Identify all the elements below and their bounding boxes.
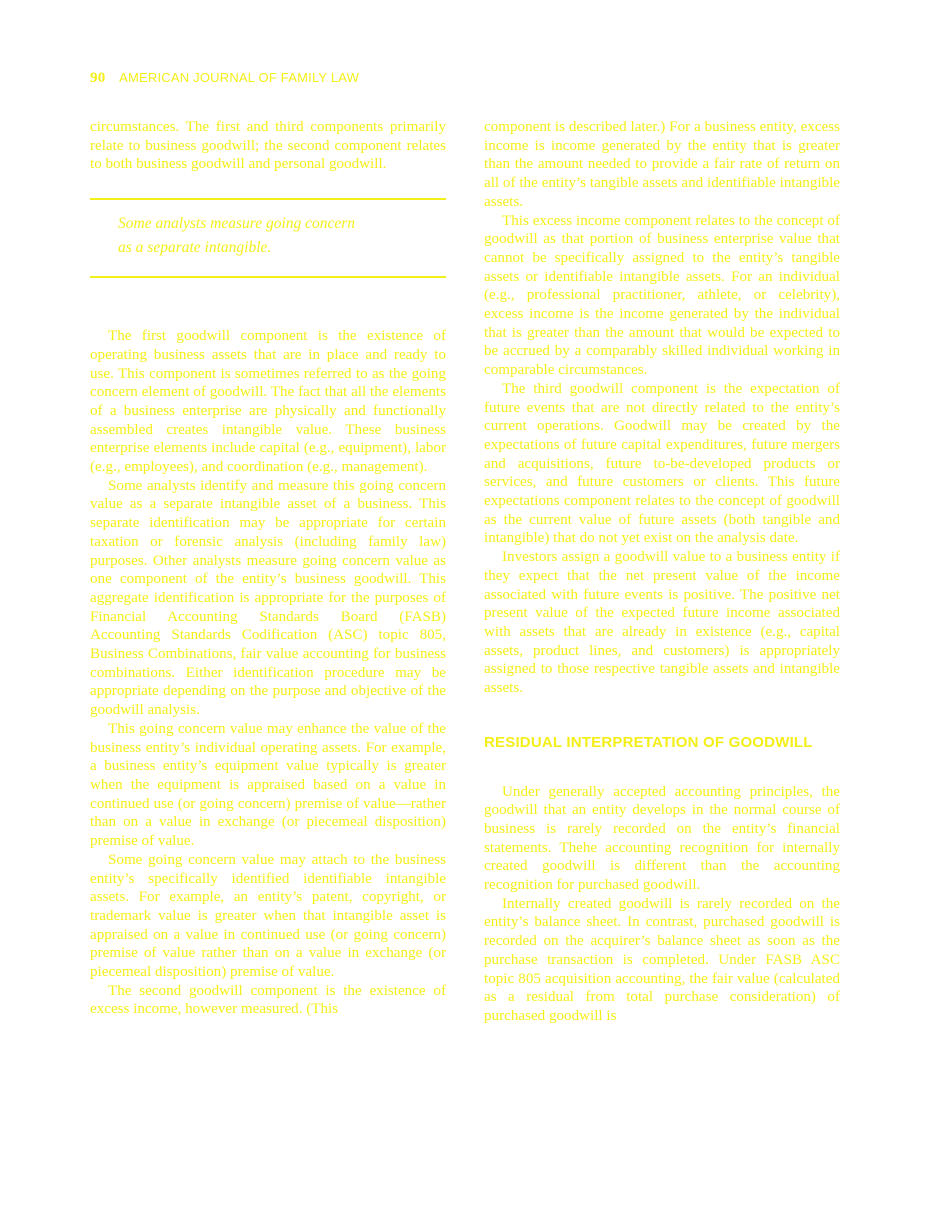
paragraph: The first goodwill component is the existence of operating business assets that are in place and ready to use. This component is sometimes referred to as the going concern element of goodwill. The fact that all the elements of a business enterprise are physically and functionally assembled creates intangible value. These business enterprise elements include capital (e.g., equipment), labor (e.g., employees), and coordination (e.g., management).: [90, 328, 446, 476]
pull-quote-line: as a separate intangible.: [118, 239, 272, 257]
paragraph: This excess income component relates to the concept of goodwill as that portion of business enterprise value that cannot be specifically assigned to the entity’s tangible assets or identifiable intangible assets. For an individual (e.g., professional practitioner, athlete, or celebrity), excess income is the income generated by the individual that is greater than the amount that would be expected to be accrued by a comparably skilled individual working in comparable circumstances.: [484, 212, 840, 379]
paragraph: This going concern value may enhance the value of the business entity’s individual operating assets. For example, a business entity’s equipment value typically is greater when the equipment is appraised based on a value in continued use (or going concern) premise of value—rather than on a value in exchange (or piecemeal disposition) premise of value.: [90, 720, 446, 850]
paragraph: Internally created goodwill is rarely recorded on the entity’s balance sheet. In contrast, purchased goodwill is recorded on the acquirer’s balance sheet as soon as the purchase transaction is completed. Under FASB ASC topic 805 acquisition accounting, the fair value (calculated as a residual from total purchase consideration) of purchased goodwill is: [484, 895, 840, 1024]
left-column: [90, 118, 446, 1019]
paragraph: Investors assign a goodwill value to a business entity if they expect that the net present value of the income associated with future events is positive. The positive net present value of the expected future income associated with assets that are already in existence (e.g., capital assets, product lines, and customers) is appropriately assigned to those respective tangible assets and intangible assets.: [484, 549, 840, 697]
section-heading: RESIDUAL INTERPRETATION OF GOODWILL: [484, 733, 813, 751]
paragraph: component is described later.) For a business entity, excess income is income generated by the entity that is greater than the amount needed to provide a fair rate of return on all of the entity’s tangible assets and identifiable intangible assets.: [484, 119, 840, 210]
page-number: 90: [90, 70, 106, 86]
pull-quote-line: Some analysts measure going concern: [118, 215, 356, 233]
paragraph: The second goodwill component is the existence of excess income, however measured. (This: [90, 982, 446, 1018]
right-column: [484, 118, 840, 1026]
journal-title: AMERICAN JOURNAL OF FAMILY LAW: [119, 70, 360, 85]
paragraph: The third goodwill component is the expectation of future events that are not directly related to the entity’s current operations. Goodwill may be created by the expectations of future capital expenditures, future mergers and acquisitions, future to-be-developed products or services, and future customers or clients. This future expectations component relates to the concept of goodwill as the current value of future assets (both tangible and intangible) that do not yet exist on the analysis date.: [484, 380, 840, 547]
paragraph: Under generally accepted accounting principles, the goodwill that an entity develops in the normal course of business is rarely recorded on the entity’s financial statements. Thehe accounting recognition for internally created goodwill is different than the accounting recognition for purchased goodwill.: [484, 783, 840, 894]
paragraph: circumstances. The first and third components primarily relate to business goodwill; the second component relates to both business goodwill and personal goodwill.: [90, 119, 446, 173]
pull-quote: [90, 198, 446, 278]
paragraph: Some analysts identify and measure this going concern value as a separate intangible asset of a business. This separate identification may be appropriate for certain taxation or forensic analysis (including family law) purposes. Other analysts measure going concern value as one component of the entity’s business goodwill. This aggregate identification is appropriate for the purposes of Financial Accounting Standards Board (FASB) Accounting Standards Codification (ASC) topic 805, Business Combinations, fair value accounting for business combinations. Either identification procedure may be appropriate depending on the purpose and objective of the goodwill analysis.: [90, 477, 446, 719]
paragraph: Some going concern value may attach to the business entity’s specifically identified identifiable intangible assets. For example, an entity’s patent, copyright, or trademark value is greater when that intangible asset is appraised on a value in continued use (or going concern) premise of value rather than on a value in exchange (or piecemeal disposition) premise of value.: [90, 851, 446, 981]
running-header: [90, 70, 359, 87]
